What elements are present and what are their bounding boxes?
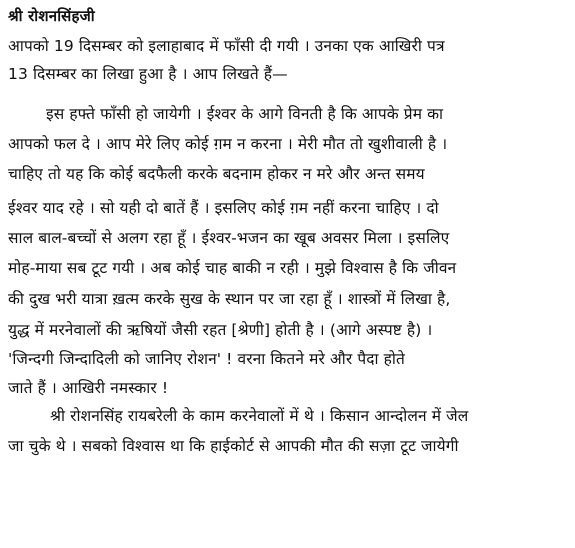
text-line: की दुख भरी यात्रा ख़त्म करके सुख के स्थान पर जा रहा हूँ । शास्त्रों में लिखा है, <box>8 290 451 308</box>
text-line: ईश्वर याद रहे । सो यही दो बातें हैं । इसलिए कोई ग़म नहीं करना चाहिए । दो <box>8 199 439 217</box>
text-line: इस हफ्ते फाँसी हो जायेगी । ईश्वर के आगे विनती है कि आपके प्रेम का <box>46 105 444 123</box>
text-line: श्री रोशनसिंह रायबरेली के काम करनेवालों में थे । किसान आन्दोलन में जेल <box>50 407 469 425</box>
text-line: चाहिए तो यह कि कोई बदफैली करके बदनाम होकर न मरे और अन्त समय <box>8 165 425 183</box>
text-line: साल बाल-बच्चों से अलग रहा हूँ । ईश्वर-भजन का खूब अवसर मिला । इसलिए <box>8 229 450 247</box>
text-line: 13 दिसम्बर का लिखा हुआ है । आप लिखते हैं— <box>8 65 288 83</box>
text-line: युद्ध में मरनेवालों की ऋषियों जैसी रहत [श्रेणी] होती है । (आगे अस्पष्ट है) । <box>8 321 433 339</box>
text-line: मोह-माया सब टूट गयी । अब कोई चाह बाकी न रही । मुझे विश्वास है कि जीवन <box>8 259 457 277</box>
text-line: आपको 19 दिसम्बर को इलाहाबाद में फाँसी दी गयी । उनका एक आखिरी पत्र <box>8 37 445 55</box>
text-line: आपको फल दे । आप मेरे लिए कोई ग़म न करना । मेरी मौत तो खुशीवाली है । <box>8 135 448 153</box>
text-line: 'जिन्दगी जिन्दादिली को जानिए रोशन' ! वरना कितने मरे और पैदा होते <box>8 350 405 368</box>
document-heading: श्री रोशनसिंहजी <box>8 7 95 25</box>
text-line: जा चुके थे । सबको विश्वास था कि हाईकोर्ट से आपकी मौत की सज़ा टूट जायेगी <box>8 437 459 455</box>
text-line: जाते हैं । आखिरी नमस्कार ! <box>8 379 169 397</box>
